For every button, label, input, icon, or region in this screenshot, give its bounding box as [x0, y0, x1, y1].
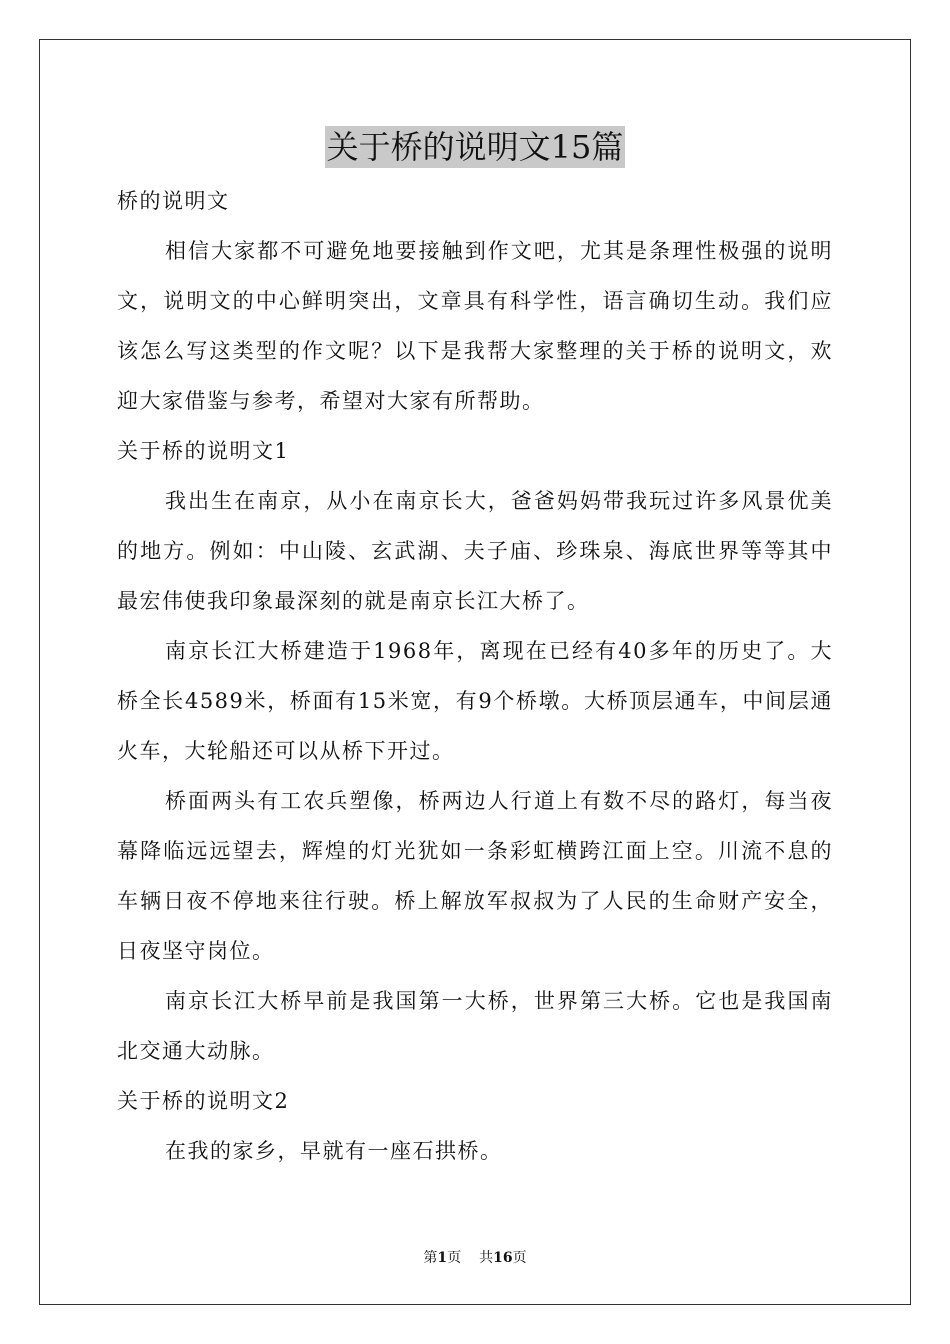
section-heading-2: 关于桥的说明文2 [117, 1089, 290, 1113]
subtitle: 桥的说明文 [117, 189, 230, 213]
section1-paragraph-2 [117, 626, 833, 776]
section-heading-1: 关于桥的说明文1 [117, 439, 290, 463]
section1-paragraph-4 [117, 976, 833, 1076]
paragraph-text: 我出生在南京，从小在南京长大，爸爸妈妈带我玩过许多风景优美的地方。例如：中山陵、玄武湖、夫子庙、珍珠泉、海底世界等等其中最宏伟使我印象最深刻的就是南京长江大桥了。 [117, 489, 833, 613]
section1-paragraph-1 [117, 476, 833, 626]
section1-paragraph-3 [117, 776, 833, 976]
page-current: 1 [437, 1250, 448, 1266]
section2-paragraph-1 [117, 1126, 833, 1176]
document-title: 关于桥的说明文15篇 [326, 128, 624, 166]
page-total: 16 [493, 1250, 513, 1266]
title-container [0, 126, 950, 168]
paragraph-text: 桥面两头有工农兵塑像，桥两边人行道上有数不尽的路灯，每当夜幕降临远远望去，辉煌的灯光犹如一条彩虹横跨江面上空。川流不息的车辆日夜不停地来往行驶。桥上解放军叔叔为了人民的生命财产安全，日夜坚守岗位。 [117, 789, 833, 963]
page-footer [0, 1247, 950, 1267]
intro-text: 相信大家都不可避免地要接触到作文吧，尤其是条理性极强的说明文，说明文的中心鲜明突出，文章具有科学性，语言确切生动。我们应该怎么写这类型的作文呢？以下是我帮大家整理的关于桥的说明文，欢迎大家借鉴与参考，希望对大家有所帮助。 [117, 239, 833, 413]
total-prefix: 共 [479, 1250, 494, 1266]
document-body [117, 176, 833, 1176]
paragraph-text: 南京长江大桥建造于1968年，离现在已经有40多年的历史了。大桥全长4589米，桥面有15米宽，有9个桥墩。大桥顶层通车，中间层通火车，大轮船还可以从桥下开过。 [117, 639, 833, 763]
page-unit: 页 [447, 1250, 462, 1266]
page-prefix: 第 [423, 1250, 438, 1266]
paragraph-text: 在我的家乡，早就有一座石拱桥。 [165, 1139, 503, 1163]
intro-paragraph [117, 226, 833, 426]
total-unit: 页 [512, 1250, 527, 1266]
paragraph-text: 南京长江大桥早前是我国第一大桥，世界第三大桥。它也是我国南北交通大动脉。 [117, 989, 833, 1063]
